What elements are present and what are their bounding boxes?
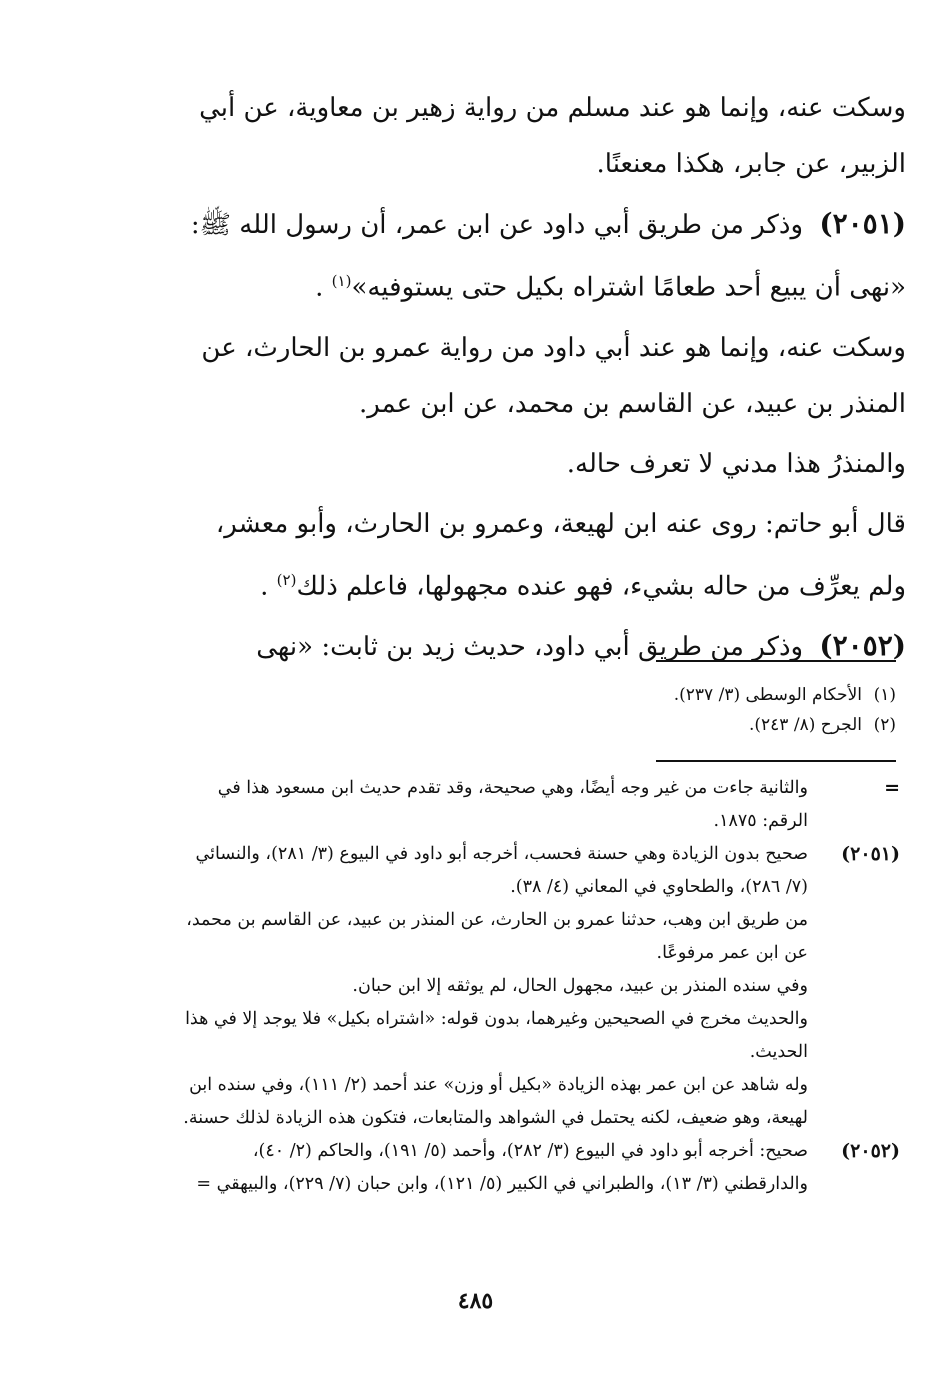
commentary-text: صحيح: أخرجه أبو داود في البيوع (٣/ ٢٨٢)، وأحمد (٥/ ١٩١)، والحاكم (٢/ ٤٠)، والدارقطني (٣/ ١٣)، والطبراني في الكبير (٥/ ١٢١)، وابن حبان (٧/ ٢٢٩)، والبيهقي = — [196, 1141, 808, 1194]
commentary-row — [170, 772, 900, 838]
paragraph-5-end: . — [260, 571, 269, 602]
commentary-text: والحديث مخرج في الصحيحين وغيرهما، بدون قوله: «اشتراه بكيل» فلا يوجد إلا في هذا الحديث. — [185, 1009, 808, 1062]
commentary-label — [808, 970, 900, 1003]
footnotes — [600, 680, 896, 740]
commentary — [170, 772, 900, 1201]
commentary-label: (٢٠٥١) — [841, 843, 900, 865]
hadith-number-2051: (٢٠٥١) — [819, 207, 906, 240]
paragraph-6-text: وذكر من طريق أبي داود، حديث زيد بن ثابت: «نهى — [256, 632, 804, 663]
commentary-row — [170, 904, 900, 970]
commentary-divider — [656, 760, 896, 762]
footnote-1 — [600, 680, 896, 710]
paragraph-1: وسكت عنه، وإنما هو عند مسلم من رواية زهير بن معاوية، عن أبي الزبير، عن جابر، هكذا معنعنًا. — [199, 93, 906, 179]
commentary-row — [170, 1003, 900, 1069]
hadith-number-2052: (٢٠٥٢) — [819, 629, 906, 663]
footnote-2 — [600, 710, 896, 740]
commentary-label: = — [884, 777, 900, 799]
commentary-row — [170, 970, 900, 1003]
commentary-label — [808, 1003, 900, 1069]
commentary-text: صحيح بدون الزيادة وهي حسنة فحسب، أخرجه أبو داود في البيوع (٣/ ٢٨١)، والنسائي (٧/ ٢٨٦)، والطحاوي في المعاني (٤/ ٣٨). — [195, 844, 808, 897]
commentary-text: والثانية جاءت من غير وجه أيضًا، وهي صحيحة، وقد تقدم حديث ابن مسعود هذا في الرقم: ١٨٧٥. — [217, 778, 808, 831]
commentary-text: من طريق ابن وهب، حدثنا عمرو بن الحارث، عن المنذر بن عبيد، عن القاسم بن محمد، عن ابن عمر مرفوعًا. — [186, 910, 808, 963]
footnote-ref-1: (١) — [331, 272, 352, 290]
commentary-label — [808, 1069, 900, 1135]
footnote-ref-2: (٢) — [276, 570, 297, 589]
page-number: ٤٨٥ — [457, 1288, 494, 1314]
paragraph-2-end: . — [315, 272, 324, 303]
paragraph-5-text: قال أبو حاتم: روى عنه ابن لهيعة، وعمرو بن الحارث، وأبو معشر، ولم يعرِّف من حاله بشيء، فهو عنده مجهولها، فاعلم ذلك — [215, 508, 906, 602]
paragraph-2-text: وذكر من طريق أبي داود عن ابن عمر، أن رسول الله ﷺ: «نهى أن يبيع أحد طعامًا اشتراه بكيل حتى يستوفيه» — [190, 210, 906, 303]
paragraph-6 — [188, 618, 906, 675]
commentary-text: وله شاهد عن ابن عمر بهذه الزيادة «بكيل أو وزن» عند أحمد (٢/ ١١١)، وفي سنده ابن لهيعة، وهو ضعيف، لكنه يحتمل في الشواهد والمتابعات، فتكون هذه الزيادة لذلك حسنة. — [183, 1075, 808, 1128]
commentary-label — [808, 904, 900, 970]
commentary-row — [170, 838, 900, 904]
commentary-label: (٢٠٥٢) — [841, 1140, 900, 1162]
paragraph-3: وسكت عنه، وإنما هو عند أبي داود من رواية عمرو بن الحارث، عن المنذر بن عبيد، عن القاسم بن محمد، عن ابن عمر. — [201, 332, 906, 419]
footnote-divider — [656, 660, 896, 662]
commentary-row — [170, 1135, 900, 1201]
footnote-number: (٢) — [873, 715, 896, 735]
paragraph-2 — [188, 196, 906, 316]
footnote-text: الأحكام الوسطى (٣/ ٢٣٧). — [673, 685, 862, 705]
paragraph-4: والمنذرُ هذا مدني لا تعرف حاله. — [566, 448, 906, 479]
footnote-text: الجرح (٨/ ٢٤٣). — [748, 715, 862, 735]
commentary-row — [170, 1069, 900, 1135]
main-text — [188, 80, 906, 679]
commentary-text: وفي سنده المنذر بن عبيد، مجهول الحال، لم يوثقه إلا ابن حبان. — [352, 976, 808, 996]
paragraph-5 — [188, 496, 906, 615]
footnote-number: (١) — [873, 685, 896, 705]
